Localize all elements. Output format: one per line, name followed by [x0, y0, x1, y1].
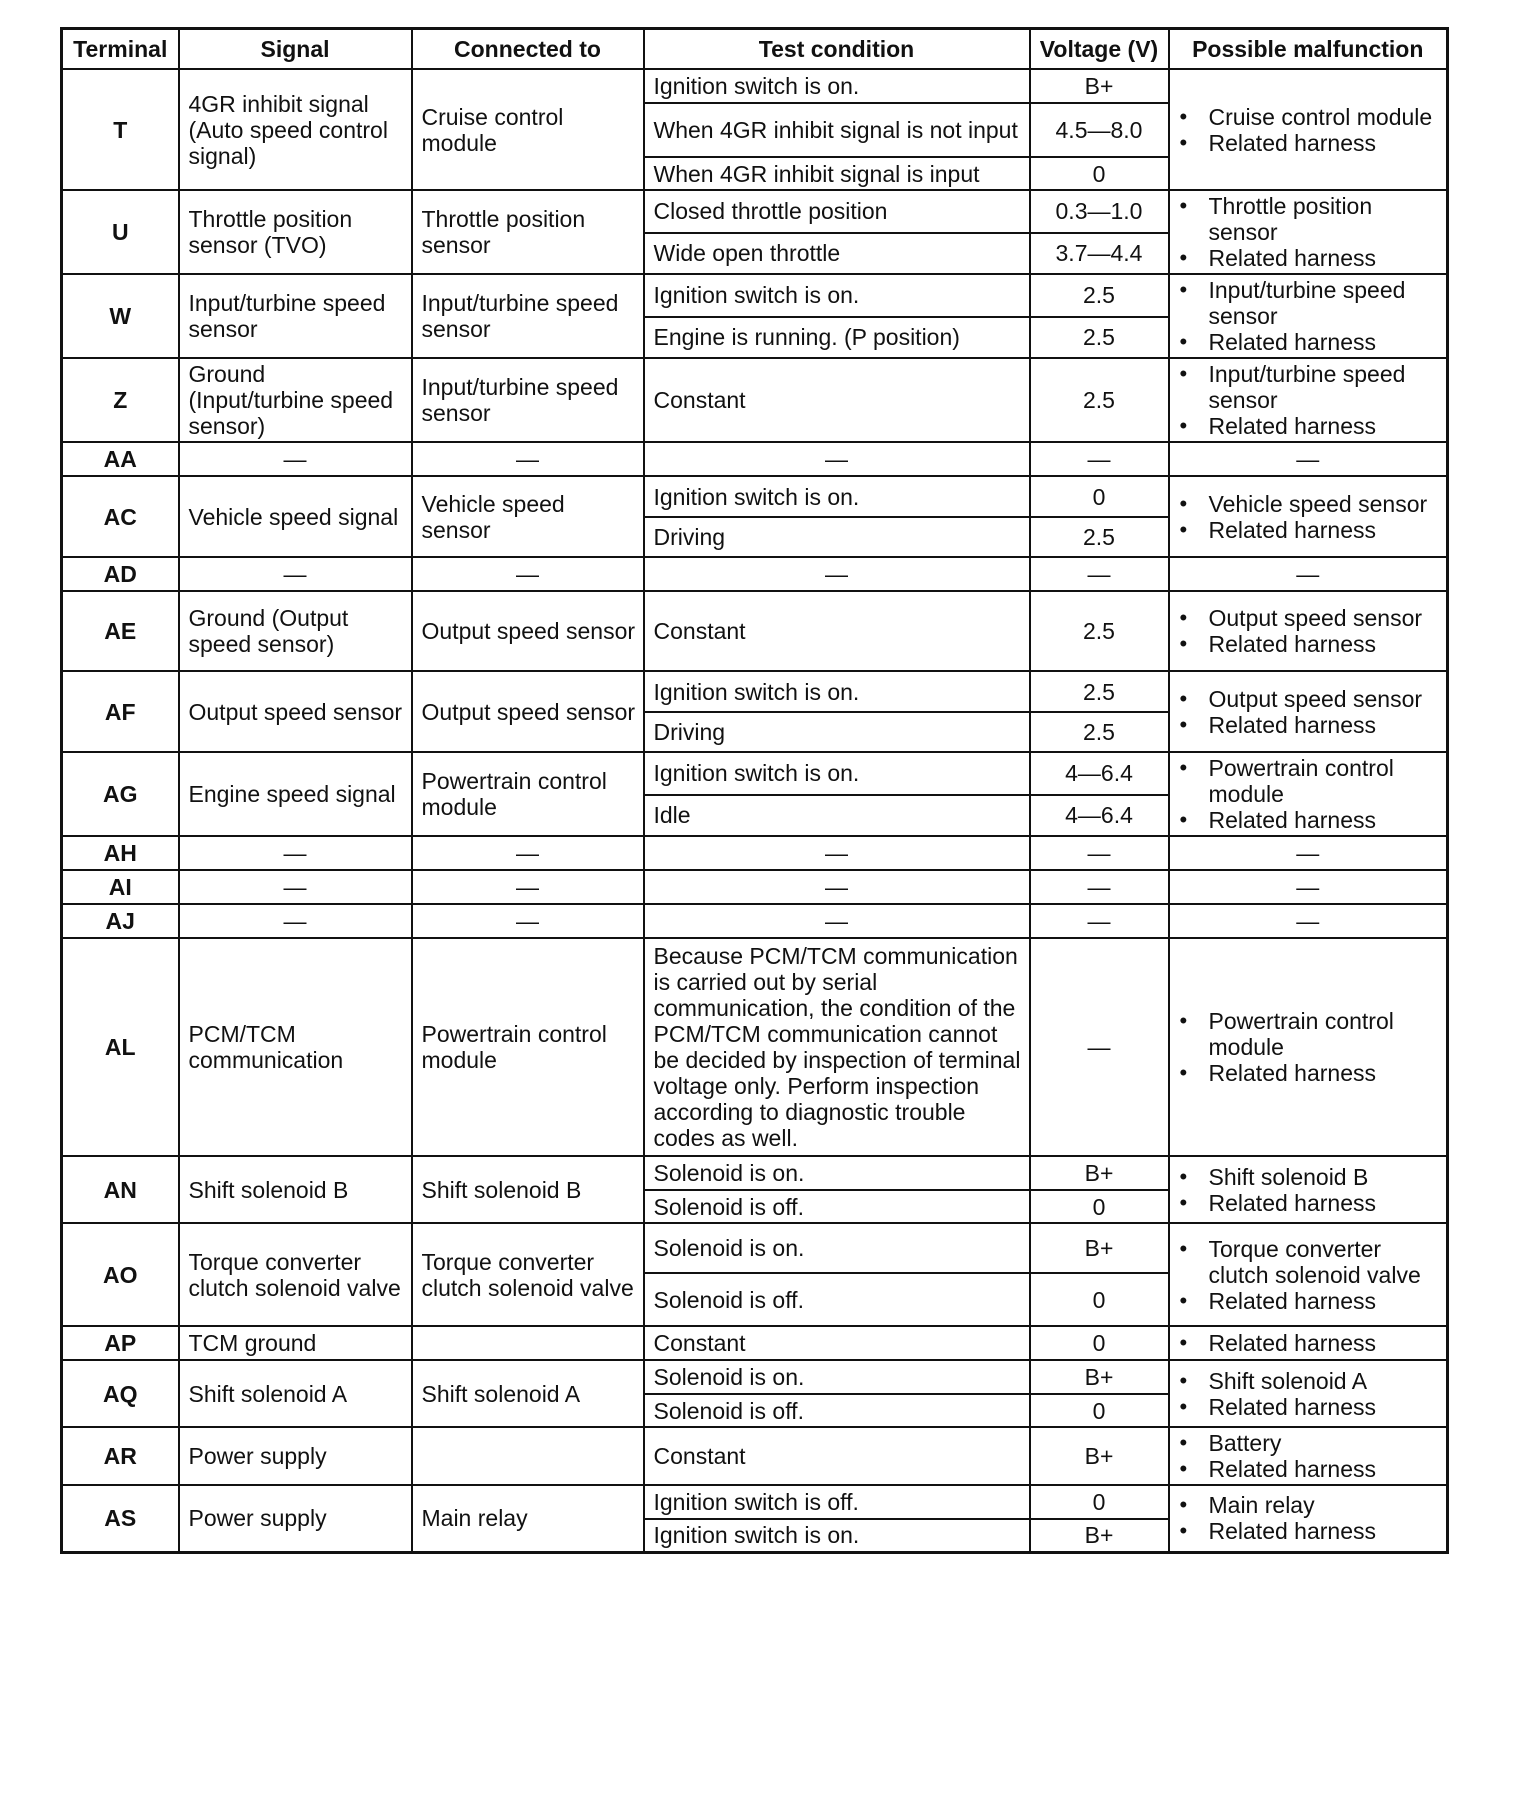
voltage-cell: — — [1030, 938, 1169, 1156]
malfunction-item: • Related harness — [1180, 631, 1441, 657]
terminal-cell: W — [62, 274, 179, 358]
connected-to-cell: Input/turbine speed sensor — [412, 358, 644, 442]
terminal-cell: AS — [62, 1485, 179, 1552]
possible-malfunction-cell — [1169, 274, 1448, 358]
test-condition-cell: Engine is running. (P position) — [644, 317, 1030, 358]
terminal-cell: AQ — [62, 1360, 179, 1427]
test-condition-cell: Solenoid is on. — [644, 1360, 1030, 1394]
voltage-cell: 2.5 — [1030, 358, 1169, 442]
malfunction-item: • Input/turbine speed sensor — [1180, 277, 1441, 329]
table-row — [62, 752, 1448, 795]
terminal-cell: AE — [62, 591, 179, 671]
terminal-cell: AO — [62, 1223, 179, 1326]
connected-to-cell: — — [412, 557, 644, 591]
terminal-cell: AL — [62, 938, 179, 1156]
malfunction-item: • Related harness — [1180, 1330, 1441, 1356]
test-condition-cell: Constant — [644, 1326, 1030, 1360]
possible-malfunction-cell — [1169, 1223, 1448, 1326]
connected-to-cell: Shift solenoid A — [412, 1360, 644, 1427]
voltage-cell: 2.5 — [1030, 712, 1169, 752]
signal-cell: — — [179, 442, 412, 476]
possible-malfunction-cell — [1169, 476, 1448, 557]
voltage-cell: B+ — [1030, 1223, 1169, 1273]
voltage-cell: 4—6.4 — [1030, 795, 1169, 836]
voltage-cell: — — [1030, 836, 1169, 870]
voltage-cell: 2.5 — [1030, 671, 1169, 712]
connected-to-cell: Throttle position sensor — [412, 190, 644, 274]
test-condition-cell: Constant — [644, 358, 1030, 442]
test-condition-cell: Ignition switch is on. — [644, 476, 1030, 517]
terminal-cell: AC — [62, 476, 179, 557]
voltage-cell: B+ — [1030, 69, 1169, 103]
possible-malfunction-cell — [1169, 1156, 1448, 1223]
malfunction-list — [1180, 491, 1441, 543]
malfunction-item: • Related harness — [1180, 1394, 1441, 1420]
test-condition-cell: Constant — [644, 1427, 1030, 1485]
signal-cell: Ground (Input/turbine speed sensor) — [179, 358, 412, 442]
test-condition-cell: Solenoid is on. — [644, 1156, 1030, 1190]
possible-malfunction-cell: — — [1169, 904, 1448, 938]
header-signal: Signal — [179, 29, 412, 70]
test-condition-cell: Ignition switch is on. — [644, 69, 1030, 103]
test-condition-cell: — — [644, 442, 1030, 476]
possible-malfunction-cell — [1169, 1485, 1448, 1552]
header-voltage: Voltage (V) — [1030, 29, 1169, 70]
table-row — [62, 358, 1448, 442]
possible-malfunction-cell — [1169, 358, 1448, 442]
header-possible-malfunction: Possible malfunction — [1169, 29, 1448, 70]
signal-cell: TCM ground — [179, 1326, 412, 1360]
terminal-cell: AR — [62, 1427, 179, 1485]
malfunction-list — [1180, 1330, 1441, 1356]
malfunction-list — [1180, 277, 1441, 355]
malfunction-item: • Powertrain control module — [1180, 1008, 1441, 1060]
signal-cell: Shift solenoid B — [179, 1156, 412, 1223]
test-condition-cell: Solenoid is off. — [644, 1394, 1030, 1427]
voltage-cell: 2.5 — [1030, 274, 1169, 317]
voltage-cell: 0 — [1030, 1326, 1169, 1360]
table-row — [62, 1427, 1448, 1485]
terminal-cell: AG — [62, 752, 179, 836]
connected-to-cell: Output speed sensor — [412, 671, 644, 752]
voltage-cell: 4.5—8.0 — [1030, 103, 1169, 157]
signal-cell: 4GR inhibit signal (Auto speed control signal) — [179, 69, 412, 190]
test-condition-cell: Wide open throttle — [644, 233, 1030, 274]
voltage-cell: — — [1030, 904, 1169, 938]
connected-to-cell — [412, 1427, 644, 1485]
table-row — [62, 1485, 1448, 1519]
possible-malfunction-cell — [1169, 1427, 1448, 1485]
terminal-cell: Z — [62, 358, 179, 442]
table-row — [62, 671, 1448, 712]
possible-malfunction-cell: — — [1169, 836, 1448, 870]
malfunction-item: • Cruise control module — [1180, 104, 1441, 130]
terminal-voltage-sheet — [60, 27, 1446, 1554]
table-row — [62, 904, 1448, 938]
signal-cell: Input/turbine speed sensor — [179, 274, 412, 358]
possible-malfunction-cell: — — [1169, 442, 1448, 476]
test-condition-cell: Idle — [644, 795, 1030, 836]
voltage-cell: 0 — [1030, 476, 1169, 517]
signal-cell: PCM/TCM communication — [179, 938, 412, 1156]
malfunction-item: • Related harness — [1180, 712, 1441, 738]
connected-to-cell: — — [412, 836, 644, 870]
connected-to-cell: Powertrain control module — [412, 752, 644, 836]
malfunction-list — [1180, 104, 1441, 156]
malfunction-list — [1180, 1164, 1441, 1216]
test-condition-cell: Solenoid is off. — [644, 1273, 1030, 1326]
terminal-cell: AP — [62, 1326, 179, 1360]
test-condition-cell: Closed throttle position — [644, 190, 1030, 233]
malfunction-item: • Related harness — [1180, 413, 1441, 439]
connected-to-cell: Cruise control module — [412, 69, 644, 190]
possible-malfunction-cell — [1169, 1326, 1448, 1360]
terminal-cell: AN — [62, 1156, 179, 1223]
possible-malfunction-cell — [1169, 591, 1448, 671]
header-test-condition: Test condition — [644, 29, 1030, 70]
table-body — [62, 69, 1448, 1552]
connected-to-cell: Vehicle speed sensor — [412, 476, 644, 557]
voltage-cell: 0 — [1030, 1485, 1169, 1519]
malfunction-item: • Related harness — [1180, 1288, 1441, 1314]
voltage-cell: 3.7—4.4 — [1030, 233, 1169, 274]
voltage-cell: 2.5 — [1030, 517, 1169, 557]
test-condition-cell: — — [644, 904, 1030, 938]
terminal-cell: AH — [62, 836, 179, 870]
malfunction-item: • Output speed sensor — [1180, 605, 1441, 631]
voltage-cell: 0 — [1030, 1273, 1169, 1326]
possible-malfunction-cell — [1169, 752, 1448, 836]
malfunction-list — [1180, 1368, 1441, 1420]
possible-malfunction-cell: — — [1169, 557, 1448, 591]
malfunction-item: • Related harness — [1180, 1190, 1441, 1216]
malfunction-list — [1180, 605, 1441, 657]
malfunction-list — [1180, 361, 1441, 439]
signal-cell: Throttle position sensor (TVO) — [179, 190, 412, 274]
voltage-cell: 0.3—1.0 — [1030, 190, 1169, 233]
voltage-cell: 2.5 — [1030, 591, 1169, 671]
connected-to-cell: — — [412, 870, 644, 904]
malfunction-item: • Powertrain control module — [1180, 755, 1441, 807]
malfunction-list — [1180, 686, 1441, 738]
voltage-cell: 0 — [1030, 1394, 1169, 1427]
voltage-cell: 2.5 — [1030, 317, 1169, 358]
possible-malfunction-cell — [1169, 671, 1448, 752]
connected-to-cell: Shift solenoid B — [412, 1156, 644, 1223]
signal-cell: — — [179, 870, 412, 904]
malfunction-list — [1180, 1430, 1441, 1482]
test-condition-cell: When 4GR inhibit signal is input — [644, 157, 1030, 190]
voltage-cell: B+ — [1030, 1519, 1169, 1552]
table-header-row — [62, 29, 1448, 70]
malfunction-item: • Shift solenoid B — [1180, 1164, 1441, 1190]
malfunction-item: • Output speed sensor — [1180, 686, 1441, 712]
possible-malfunction-cell — [1169, 69, 1448, 190]
malfunction-item: • Related harness — [1180, 517, 1441, 543]
test-condition-cell: Ignition switch is on. — [644, 1519, 1030, 1552]
malfunction-list — [1180, 1236, 1441, 1314]
voltage-cell: 0 — [1030, 1190, 1169, 1223]
test-condition-cell: — — [644, 836, 1030, 870]
table-row — [62, 476, 1448, 517]
voltage-cell: 0 — [1030, 157, 1169, 190]
table-row — [62, 1326, 1448, 1360]
malfunction-item: • Related harness — [1180, 1060, 1441, 1086]
test-condition-cell: Ignition switch is on. — [644, 274, 1030, 317]
possible-malfunction-cell — [1169, 190, 1448, 274]
malfunction-item: • Torque converter clutch solenoid valve — [1180, 1236, 1441, 1288]
signal-cell: Power supply — [179, 1485, 412, 1552]
test-condition-cell: Solenoid is off. — [644, 1190, 1030, 1223]
possible-malfunction-cell — [1169, 1360, 1448, 1427]
table-row — [62, 442, 1448, 476]
connected-to-cell: — — [412, 904, 644, 938]
test-condition-cell: Ignition switch is on. — [644, 671, 1030, 712]
table-row — [62, 1360, 1448, 1394]
signal-cell: Power supply — [179, 1427, 412, 1485]
malfunction-item: • Input/turbine speed sensor — [1180, 361, 1441, 413]
test-condition-cell: Ignition switch is off. — [644, 1485, 1030, 1519]
signal-cell: Shift solenoid A — [179, 1360, 412, 1427]
connected-to-cell: Torque converter clutch solenoid valve — [412, 1223, 644, 1326]
connected-to-cell: Input/turbine speed sensor — [412, 274, 644, 358]
connected-to-cell — [412, 1326, 644, 1360]
table-row — [62, 1223, 1448, 1273]
terminal-cell: AA — [62, 442, 179, 476]
signal-cell: — — [179, 904, 412, 938]
table-row — [62, 870, 1448, 904]
test-condition-cell: — — [644, 870, 1030, 904]
test-condition-cell: Solenoid is on. — [644, 1223, 1030, 1273]
malfunction-item: • Main relay — [1180, 1492, 1441, 1518]
malfunction-list — [1180, 193, 1441, 271]
malfunction-item: • Vehicle speed sensor — [1180, 491, 1441, 517]
table-row — [62, 557, 1448, 591]
voltage-cell: — — [1030, 870, 1169, 904]
signal-cell: Ground (Output speed sensor) — [179, 591, 412, 671]
possible-malfunction-cell: — — [1169, 870, 1448, 904]
voltage-cell: B+ — [1030, 1427, 1169, 1485]
table-row — [62, 938, 1448, 1156]
voltage-cell: 4—6.4 — [1030, 752, 1169, 795]
terminal-cell: T — [62, 69, 179, 190]
terminal-voltage-table — [60, 27, 1449, 1554]
malfunction-item: • Related harness — [1180, 1518, 1441, 1544]
signal-cell: Torque converter clutch solenoid valve — [179, 1223, 412, 1326]
table-row — [62, 591, 1448, 671]
test-condition-cell: — — [644, 557, 1030, 591]
malfunction-item: • Related harness — [1180, 329, 1441, 355]
voltage-cell: B+ — [1030, 1360, 1169, 1394]
test-condition-cell: Constant — [644, 591, 1030, 671]
malfunction-list — [1180, 755, 1441, 833]
table-row — [62, 274, 1448, 317]
terminal-cell: AF — [62, 671, 179, 752]
header-connected-to: Connected to — [412, 29, 644, 70]
table-row — [62, 69, 1448, 103]
connected-to-cell: Main relay — [412, 1485, 644, 1552]
signal-cell: — — [179, 557, 412, 591]
signal-cell: Vehicle speed signal — [179, 476, 412, 557]
terminal-cell: U — [62, 190, 179, 274]
signal-cell: Output speed sensor — [179, 671, 412, 752]
test-condition-cell: When 4GR inhibit signal is not input — [644, 103, 1030, 157]
malfunction-list — [1180, 1492, 1441, 1544]
malfunction-list — [1180, 1008, 1441, 1086]
terminal-cell: AI — [62, 870, 179, 904]
voltage-cell: B+ — [1030, 1156, 1169, 1190]
malfunction-item: • Related harness — [1180, 1456, 1441, 1482]
table-row — [62, 836, 1448, 870]
voltage-cell: — — [1030, 557, 1169, 591]
table-row — [62, 1156, 1448, 1190]
malfunction-item: • Throttle position sensor — [1180, 193, 1441, 245]
connected-to-cell: — — [412, 442, 644, 476]
signal-cell: — — [179, 836, 412, 870]
malfunction-item: • Related harness — [1180, 245, 1441, 271]
malfunction-item: • Battery — [1180, 1430, 1441, 1456]
test-condition-cell: Because PCM/TCM communication is carried out by serial communication, the condition of the PCM/TCM communication cannot be decided by inspection of terminal voltage only. Perform inspection according to diagnostic trouble codes as well. — [644, 938, 1030, 1156]
test-condition-cell: Ignition switch is on. — [644, 752, 1030, 795]
connected-to-cell: Powertrain control module — [412, 938, 644, 1156]
malfunction-item: • Related harness — [1180, 807, 1441, 833]
table-row — [62, 190, 1448, 233]
test-condition-cell: Driving — [644, 517, 1030, 557]
malfunction-item: • Shift solenoid A — [1180, 1368, 1441, 1394]
voltage-cell: — — [1030, 442, 1169, 476]
test-condition-cell: Driving — [644, 712, 1030, 752]
terminal-cell: AJ — [62, 904, 179, 938]
possible-malfunction-cell — [1169, 938, 1448, 1156]
malfunction-item: • Related harness — [1180, 130, 1441, 156]
connected-to-cell: Output speed sensor — [412, 591, 644, 671]
signal-cell: Engine speed signal — [179, 752, 412, 836]
terminal-cell: AD — [62, 557, 179, 591]
header-terminal: Terminal — [62, 29, 179, 70]
